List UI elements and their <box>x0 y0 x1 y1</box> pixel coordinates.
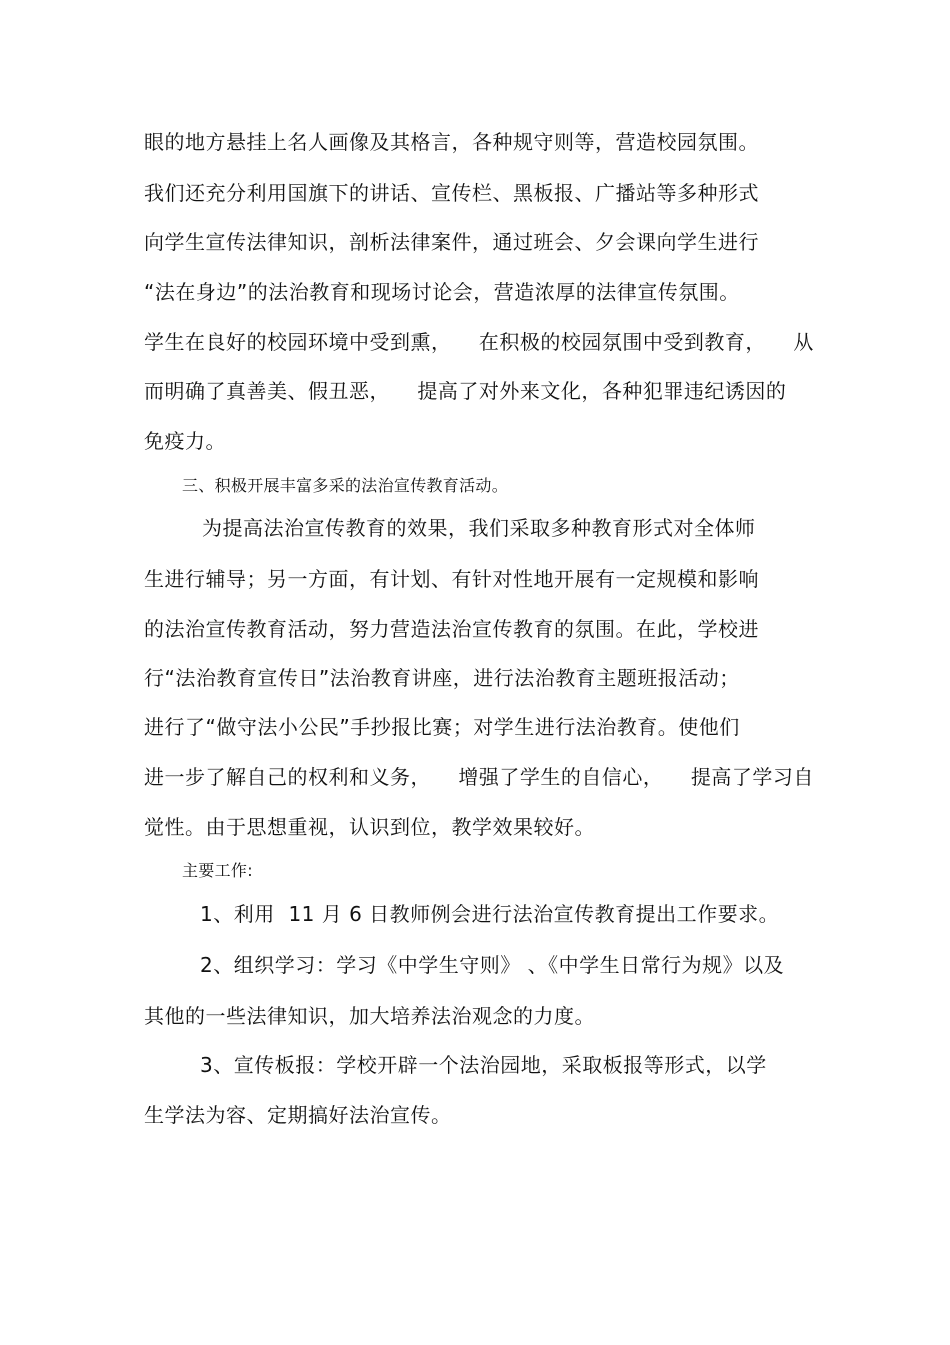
paragraph-line: 免疫力。 <box>144 429 226 453</box>
section-heading: 三、积极开展丰富多采的法治宣传教育活动。 <box>182 476 509 495</box>
paragraph-line: 进行了“做守法小公民”手抄报比赛；对学生进行法治教育。使他们 <box>144 715 740 739</box>
paragraph-line: 向学生宣传法律知识，剖析法律案件，通过班会、夕会课向学生进行 <box>144 230 759 254</box>
paragraph-line: 进一步了解自己的权利和义务， 增强了学生的自信心， 提高了学习自 <box>144 765 814 789</box>
paragraph-line: “法在身边”的法治教育和现场讨论会，营造浓厚的法律宣传氛围。 <box>144 280 740 304</box>
list-item: 2、组织学习：学习《中学生守则》 、《中学生日常行为规》以及 <box>200 953 785 977</box>
subheading-main-work: 主要工作: <box>182 861 253 880</box>
paragraph-line: 而明确了真善美、假丑恶， 提高了对外来文化，各种犯罪违纪诱因的 <box>144 379 787 403</box>
paragraph-line: 的法治宣传教育活动，努力营造法治宣传教育的氛围。在此，学校进 <box>144 617 759 641</box>
list-item: 1、利用 11 月 6 日教师例会进行法治宣传教育提出工作要求。 <box>200 902 780 926</box>
paragraph-line: 生进行辅导；另一方面，有计划、有针对性地开展有一定规模和影响 <box>144 567 759 591</box>
paragraph-line: 行“法治教育宣传日”法治教育讲座，进行法治教育主题班报活动； <box>144 666 740 690</box>
paragraph-line: 生学法为容、定期搞好法治宣传。 <box>144 1103 452 1127</box>
paragraph-line: 其他的一些法律知识，加大培养法治观念的力度。 <box>144 1004 595 1028</box>
paragraph-line: 为提高法治宣传教育的效果，我们采取多种教育形式对全体师 <box>202 516 756 540</box>
paragraph-line: 觉性。由于思想重视，认识到位，教学效果较好。 <box>144 815 595 839</box>
paragraph-line: 眼的地方悬挂上名人画像及其格言，各种规守则等，营造校园氛围。 <box>144 130 759 154</box>
list-item: 3、宣传板报：学校开辟一个法治园地，采取板报等形式，以学 <box>200 1053 767 1077</box>
paragraph-line: 我们还充分利用国旗下的讲话、宣传栏、黑板报、广播站等多种形式 <box>144 181 759 205</box>
paragraph-line: 学生在良好的校园环境中受到熏， 在积极的校园氛围中受到教育， 从 <box>144 330 814 354</box>
